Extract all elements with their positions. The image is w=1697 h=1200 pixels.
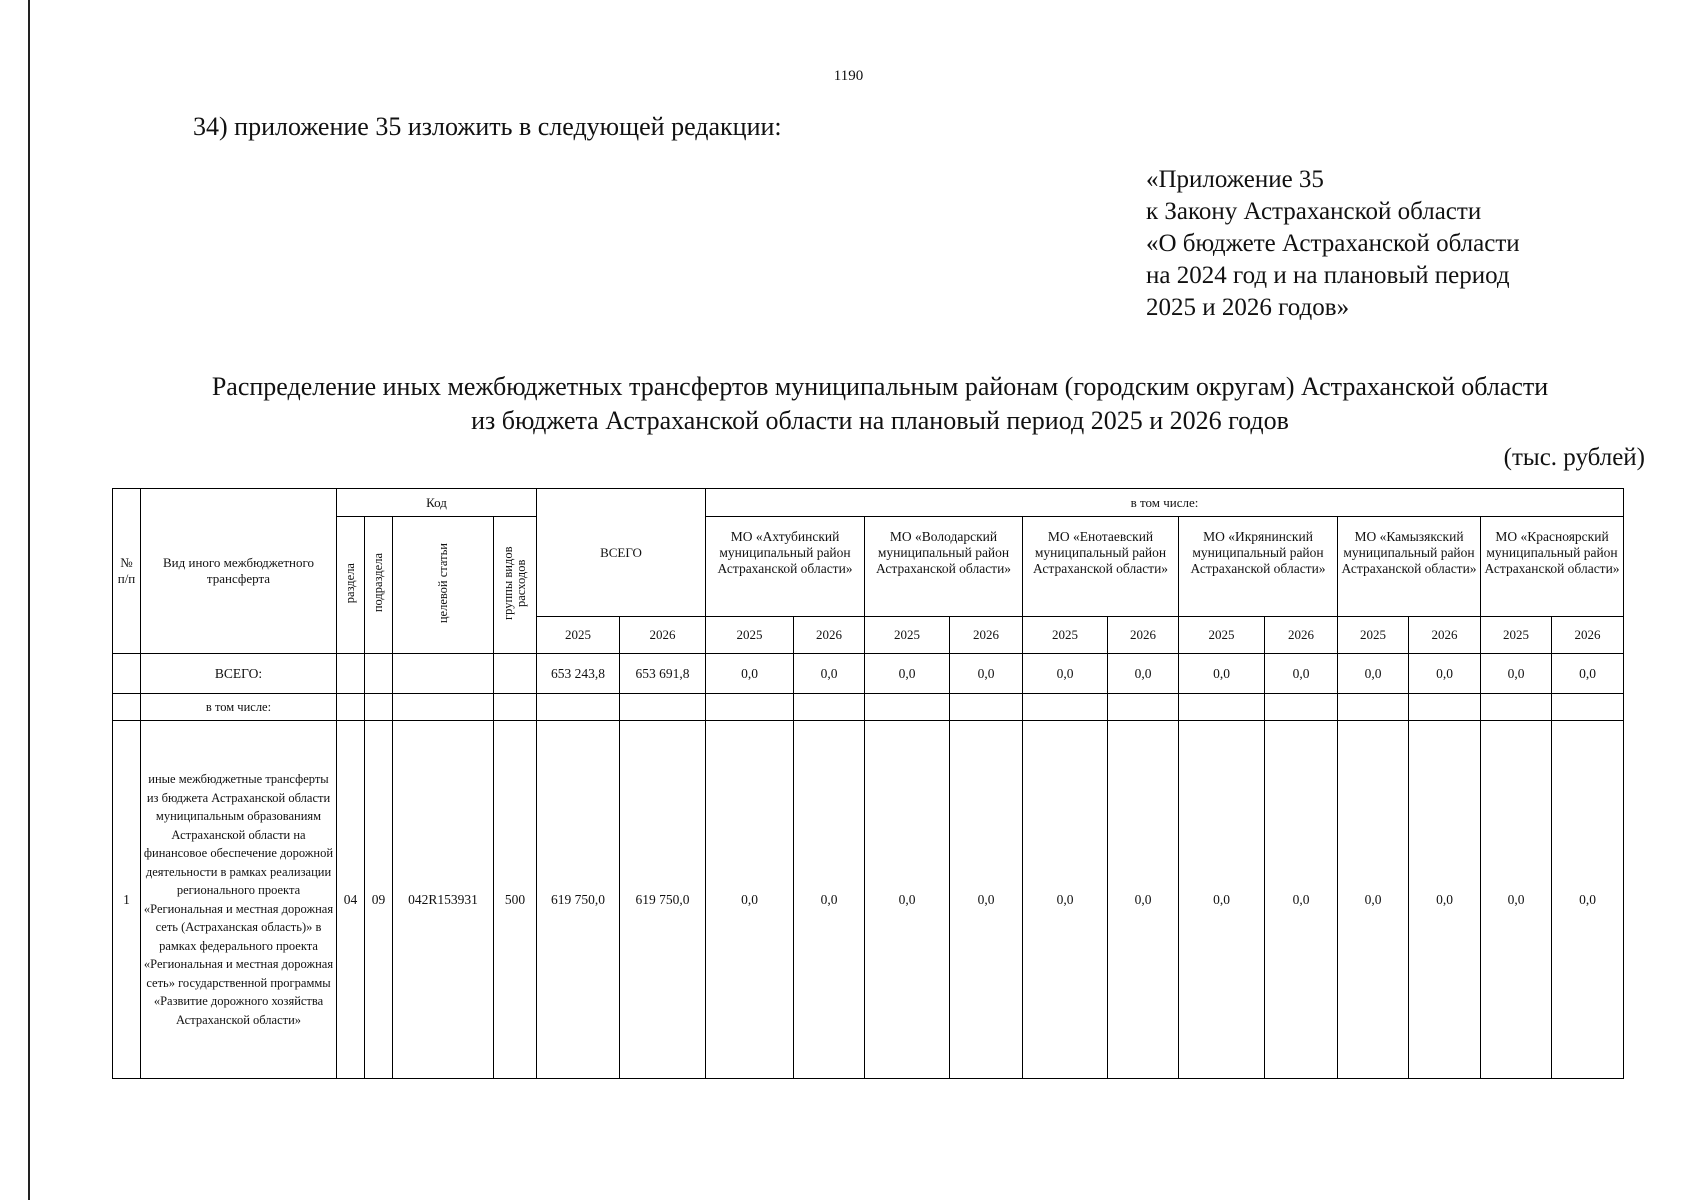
year-header: 2025 bbox=[1338, 617, 1409, 654]
table-cell: 0,0 bbox=[1108, 721, 1179, 1079]
district-krasnoyarsky: МО «Красноярский муниципальный район Астраханской области» bbox=[1481, 517, 1624, 617]
row-section: 04 bbox=[337, 721, 365, 1079]
table-cell: 0,0 bbox=[1552, 721, 1624, 1079]
table-cell: 0,0 bbox=[1338, 721, 1409, 1079]
including-label: в том числе: bbox=[141, 694, 337, 721]
district-enotaevsky: МО «Енотаевский муниципальный район Астраханской области» bbox=[1023, 517, 1179, 617]
district-ikryaninsky: МО «Икрянинский муниципальный район Астраханской области» bbox=[1179, 517, 1338, 617]
table-cell bbox=[794, 694, 865, 721]
appendix-line: 2025 и 2026 годов» bbox=[1146, 294, 1350, 321]
year-header: 2026 bbox=[950, 617, 1023, 654]
table-cell bbox=[865, 694, 950, 721]
table-cell: 0,0 bbox=[1481, 721, 1552, 1079]
year-header: 2026 bbox=[794, 617, 865, 654]
table-cell bbox=[393, 654, 494, 694]
row-expense-group: 500 bbox=[494, 721, 537, 1079]
table-cell bbox=[1108, 694, 1179, 721]
year-header: 2026 bbox=[1409, 617, 1481, 654]
table-cell: 0,0 bbox=[1023, 721, 1108, 1079]
year-header: 2025 bbox=[1179, 617, 1265, 654]
total-label: ВСЕГО: bbox=[141, 654, 337, 694]
table-cell: 0,0 bbox=[706, 721, 794, 1079]
table-cell bbox=[393, 694, 494, 721]
col-header-target: целевой статьи bbox=[393, 517, 494, 654]
table-row-including bbox=[113, 694, 1624, 721]
table-row-total bbox=[113, 654, 1624, 694]
table-cell: 0,0 bbox=[1481, 654, 1552, 694]
table-cell: 0,0 bbox=[1265, 654, 1338, 694]
appendix-line: к Закону Астраханской области bbox=[1146, 198, 1482, 225]
col-header-code: Код bbox=[337, 489, 537, 517]
table-cell: 0,0 bbox=[1179, 654, 1265, 694]
transfers-table bbox=[112, 488, 1624, 1079]
district-kamyzyaksky: МО «Камызякский муниципальный район Астраханской области» bbox=[1338, 517, 1481, 617]
units-label: (тыс. рублей) bbox=[1503, 444, 1645, 471]
table-cell bbox=[620, 694, 706, 721]
appendix-reference bbox=[1146, 164, 1520, 324]
row-total-2025: 619 750,0 bbox=[537, 721, 620, 1079]
year-header: 2026 bbox=[1552, 617, 1624, 654]
table-cell bbox=[1481, 694, 1552, 721]
total-2025: 653 243,8 bbox=[537, 654, 620, 694]
district-volodarsky: МО «Володарский муниципальный район Астраханской области» bbox=[865, 517, 1023, 617]
table-row bbox=[113, 721, 1624, 1079]
title-line: из бюджета Астраханской области на плановый период 2025 и 2026 годов bbox=[471, 406, 1289, 435]
row-description: иные межбюджетные трансферты из бюджета Астраханской области муниципальным образованиям Астраханской области на финансовое обеспечение дорожной деятельности в рамках реализации регионального проекта «Региональная и местная дорожная сеть (Астраханская область)» в рамках федерального проекта «Региональная и местная дорожная сеть» государственной программы «Развитие дорожного хозяйства Астраханской области» bbox=[141, 721, 337, 1079]
table-cell: 0,0 bbox=[1552, 654, 1624, 694]
page-margin-line bbox=[28, 0, 30, 1200]
col-header-num: № п/п bbox=[113, 489, 141, 654]
table-cell bbox=[337, 654, 365, 694]
header-row-1 bbox=[113, 489, 1624, 517]
row-total-2026: 619 750,0 bbox=[620, 721, 706, 1079]
document-title bbox=[100, 370, 1660, 438]
table-cell: 0,0 bbox=[706, 654, 794, 694]
table-cell bbox=[950, 694, 1023, 721]
col-header-section: раздела bbox=[337, 517, 365, 654]
row-subsection: 09 bbox=[365, 721, 393, 1079]
table-cell: 0,0 bbox=[794, 654, 865, 694]
table-cell bbox=[1552, 694, 1624, 721]
year-header: 2025 bbox=[706, 617, 794, 654]
table-cell bbox=[365, 694, 393, 721]
row-number: 1 bbox=[113, 721, 141, 1079]
table-cell: 0,0 bbox=[1265, 721, 1338, 1079]
table-cell: 0,0 bbox=[1338, 654, 1409, 694]
table-cell bbox=[537, 694, 620, 721]
district-akhtubinsky: МО «Ахтубинский муниципальный район Астраханской области» bbox=[706, 517, 865, 617]
page-number: 1190 bbox=[833, 68, 864, 84]
appendix-line: на 2024 год и на плановый период bbox=[1146, 262, 1510, 289]
intro-text: 34) приложение 35 изложить в следующей редакции: bbox=[193, 112, 782, 141]
table-cell bbox=[337, 694, 365, 721]
table-cell bbox=[113, 694, 141, 721]
table-cell bbox=[494, 694, 537, 721]
table-cell bbox=[113, 654, 141, 694]
col-header-subsection: подраздела bbox=[365, 517, 393, 654]
year-header: 2025 bbox=[865, 617, 950, 654]
table-cell bbox=[1409, 694, 1481, 721]
table-cell bbox=[494, 654, 537, 694]
appendix-line: «Приложение 35 bbox=[1146, 166, 1324, 193]
table-cell: 0,0 bbox=[1023, 654, 1108, 694]
table-cell bbox=[1179, 694, 1265, 721]
row-target: 042R153931 bbox=[393, 721, 494, 1079]
year-header: 2025 bbox=[1481, 617, 1552, 654]
table-cell: 0,0 bbox=[865, 721, 950, 1079]
table-cell: 0,0 bbox=[1409, 654, 1481, 694]
year-header: 2026 bbox=[1265, 617, 1338, 654]
table-cell bbox=[1023, 694, 1108, 721]
table-cell: 0,0 bbox=[794, 721, 865, 1079]
table-cell bbox=[1265, 694, 1338, 721]
appendix-line: «О бюджете Астраханской области bbox=[1146, 230, 1520, 257]
table-cell: 0,0 bbox=[865, 654, 950, 694]
table-cell: 0,0 bbox=[1108, 654, 1179, 694]
table-cell bbox=[365, 654, 393, 694]
year-header: 2025 bbox=[537, 617, 620, 654]
year-header: 2025 bbox=[1023, 617, 1108, 654]
col-header-total: ВСЕГО bbox=[537, 489, 706, 617]
header-row-2 bbox=[113, 517, 1624, 617]
year-header: 2026 bbox=[620, 617, 706, 654]
col-header-including: в том числе: bbox=[706, 489, 1624, 517]
year-header: 2026 bbox=[1108, 617, 1179, 654]
table-cell: 0,0 bbox=[950, 654, 1023, 694]
table-cell bbox=[1338, 694, 1409, 721]
table-cell: 0,0 bbox=[1179, 721, 1265, 1079]
col-header-type: Вид иного межбюджетного трансферта bbox=[141, 489, 337, 654]
table-cell: 0,0 bbox=[1409, 721, 1481, 1079]
total-2026: 653 691,8 bbox=[620, 654, 706, 694]
title-line: Распределение иных межбюджетных трансфертов муниципальным районам (городским округам) Астраханской области bbox=[211, 372, 1549, 401]
col-header-expense-group: группы видов расходов bbox=[494, 517, 537, 654]
table-cell: 0,0 bbox=[950, 721, 1023, 1079]
table-cell bbox=[706, 694, 794, 721]
